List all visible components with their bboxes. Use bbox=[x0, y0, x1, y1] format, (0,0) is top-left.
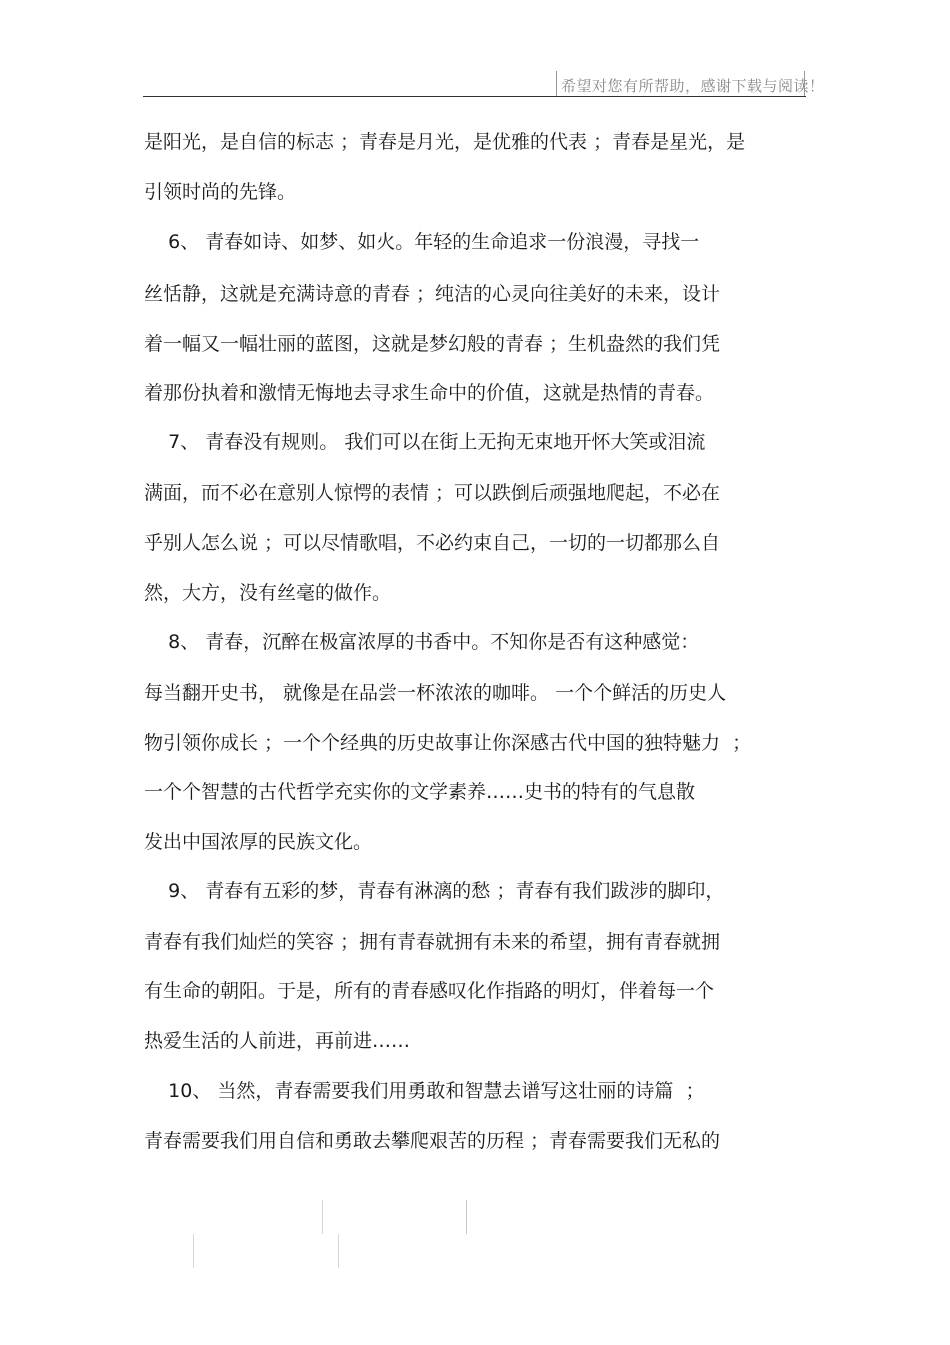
scan-mark bbox=[322, 1200, 323, 1234]
text-line: 然，大方，没有丝毫的做作。 bbox=[144, 582, 392, 604]
text-line: 一个个智慧的古代哲学充实你的文学素养……史书的特有的气息散 bbox=[144, 781, 696, 803]
text-line: 青春有我们灿烂的笑容 ；拥有青春就拥有未来的希望，拥有青春就拥 bbox=[144, 931, 721, 953]
text-line: 满面，而不必在意别人惊愕的表情 ；可以跌倒后顽强地爬起，不必在 bbox=[144, 482, 721, 504]
text-line: 每当翻开史书， 就像是在品尝一杯浓浓的咖啡。 一个个鲜活的历史人 bbox=[144, 682, 727, 704]
text-line: 引领时尚的先锋。 bbox=[144, 181, 297, 203]
text-line: 乎别人怎么说 ；可以尽情歌唱，不必约束自己，一切的一切都那么自 bbox=[144, 532, 721, 554]
text-line: 是阳光，是自信的标志 ；青春是月光，是优雅的代表 ；青春是星光，是 bbox=[144, 131, 746, 153]
text-line: 青春需要我们用自信和勇敢去攀爬艰苦的历程 ；青春需要我们无私的 bbox=[144, 1130, 721, 1152]
text-line: 发出中国浓厚的民族文化。 bbox=[144, 831, 373, 853]
text-line: 7、 青春没有规则。 我们可以在街上无拘无束地开怀大笑或泪流 bbox=[144, 431, 706, 453]
header-note: 希望对您有所帮助，感谢下载与阅读！ bbox=[561, 77, 825, 95]
text-line: 9、 青春有五彩的梦，青春有淋漓的愁 ；青春有我们跋涉的脚印， bbox=[144, 880, 725, 902]
text-line: 着那份执着和激情无悔地去寻求生命中的价值，这就是热情的青春。 bbox=[144, 382, 715, 404]
text-line: 物引领你成长 ；一个个经典的历史故事让你深感古代中国的独特魅力 ； bbox=[144, 732, 752, 754]
text-line: 8、 青春，沉醉在极富浓厚的书香中。不知你是否有这种感觉： bbox=[144, 631, 700, 653]
text-line: 有生命的朝阳。于是，所有的青春感叹化作指路的明灯，伴着每一个 bbox=[144, 980, 715, 1002]
header-divider bbox=[143, 96, 806, 97]
text-line: 热爱生活的人前进，再前进…… bbox=[144, 1030, 411, 1052]
text-line: 10、 当然，青春需要我们用勇敢和智慧去谱写这壮丽的诗篇 ； bbox=[144, 1080, 705, 1102]
text-line: 着一幅又一幅壮丽的蓝图，这就是梦幻般的青春 ；生机盎然的我们凭 bbox=[144, 333, 721, 355]
scan-mark bbox=[466, 1200, 467, 1234]
scan-mark bbox=[338, 1234, 339, 1268]
text-line: 丝恬静，这就是充满诗意的青春 ；纯洁的心灵向往美好的未来，设计 bbox=[144, 283, 721, 305]
scan-mark bbox=[193, 1234, 194, 1268]
text-line: 6、 青春如诗、如梦、如火。年轻的生命追求一份浪漫，寻找一 bbox=[144, 231, 700, 253]
